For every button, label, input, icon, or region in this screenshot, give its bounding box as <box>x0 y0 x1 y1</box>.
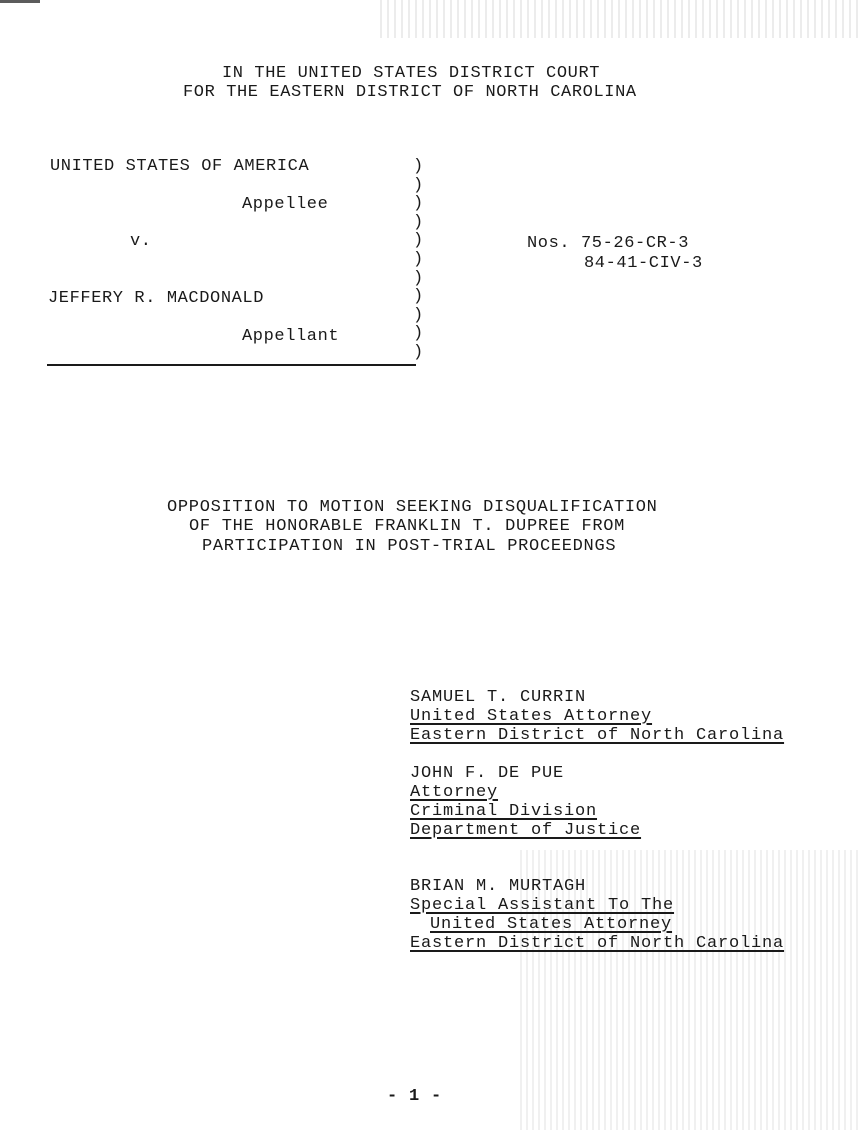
signatory-division: Criminal Division <box>410 802 598 821</box>
party-defendant: JEFFERY R. MACDONALD <box>48 289 265 308</box>
party-plaintiff-role: Appellee <box>242 195 329 214</box>
document-title-line1: OPPOSITION TO MOTION SEEKING DISQUALIFICATION <box>167 498 658 517</box>
signatory-name: BRIAN M. MURTAGH <box>410 877 587 896</box>
signatory-title: Attorney <box>410 783 499 802</box>
document-title-line3: PARTICIPATION IN POST-TRIAL PROCEEDNGS <box>202 537 617 556</box>
caption-rule <box>47 364 416 366</box>
signatory-office: Eastern District of North Carolina <box>410 726 785 745</box>
page-number: - 1 - <box>387 1087 443 1106</box>
signatory-title: Special Assistant To The <box>410 896 675 915</box>
signatory-title-cont: United States Attorney <box>430 915 673 934</box>
scan-mark <box>0 0 40 3</box>
signatory-office: Department of Justice <box>410 821 642 840</box>
court-heading-line1: IN THE UNITED STATES DISTRICT COURT <box>222 64 601 83</box>
party-plaintiff: UNITED STATES OF AMERICA <box>50 157 310 176</box>
case-number-line1: Nos. 75-26-CR-3 <box>527 234 690 253</box>
signatory-name: SAMUEL T. CURRIN <box>410 688 587 707</box>
party-defendant-role: Appellant <box>242 327 340 346</box>
signatory-title: United States Attorney <box>410 707 653 726</box>
scan-noise <box>380 0 860 38</box>
versus-label: v. <box>130 232 152 251</box>
caption-parentheses: ) ) ) ) ) ) ) ) ) ) ) <box>413 157 424 362</box>
case-number-line2: 84-41-CIV-3 <box>584 254 703 273</box>
document-title-line2: OF THE HONORABLE FRANKLIN T. DUPREE FROM <box>189 517 626 536</box>
signatory-name: JOHN F. DE PUE <box>410 764 565 783</box>
court-heading-line2: FOR THE EASTERN DISTRICT OF NORTH CAROLINA <box>183 83 637 102</box>
signatory-office: Eastern District of North Carolina <box>410 934 785 953</box>
